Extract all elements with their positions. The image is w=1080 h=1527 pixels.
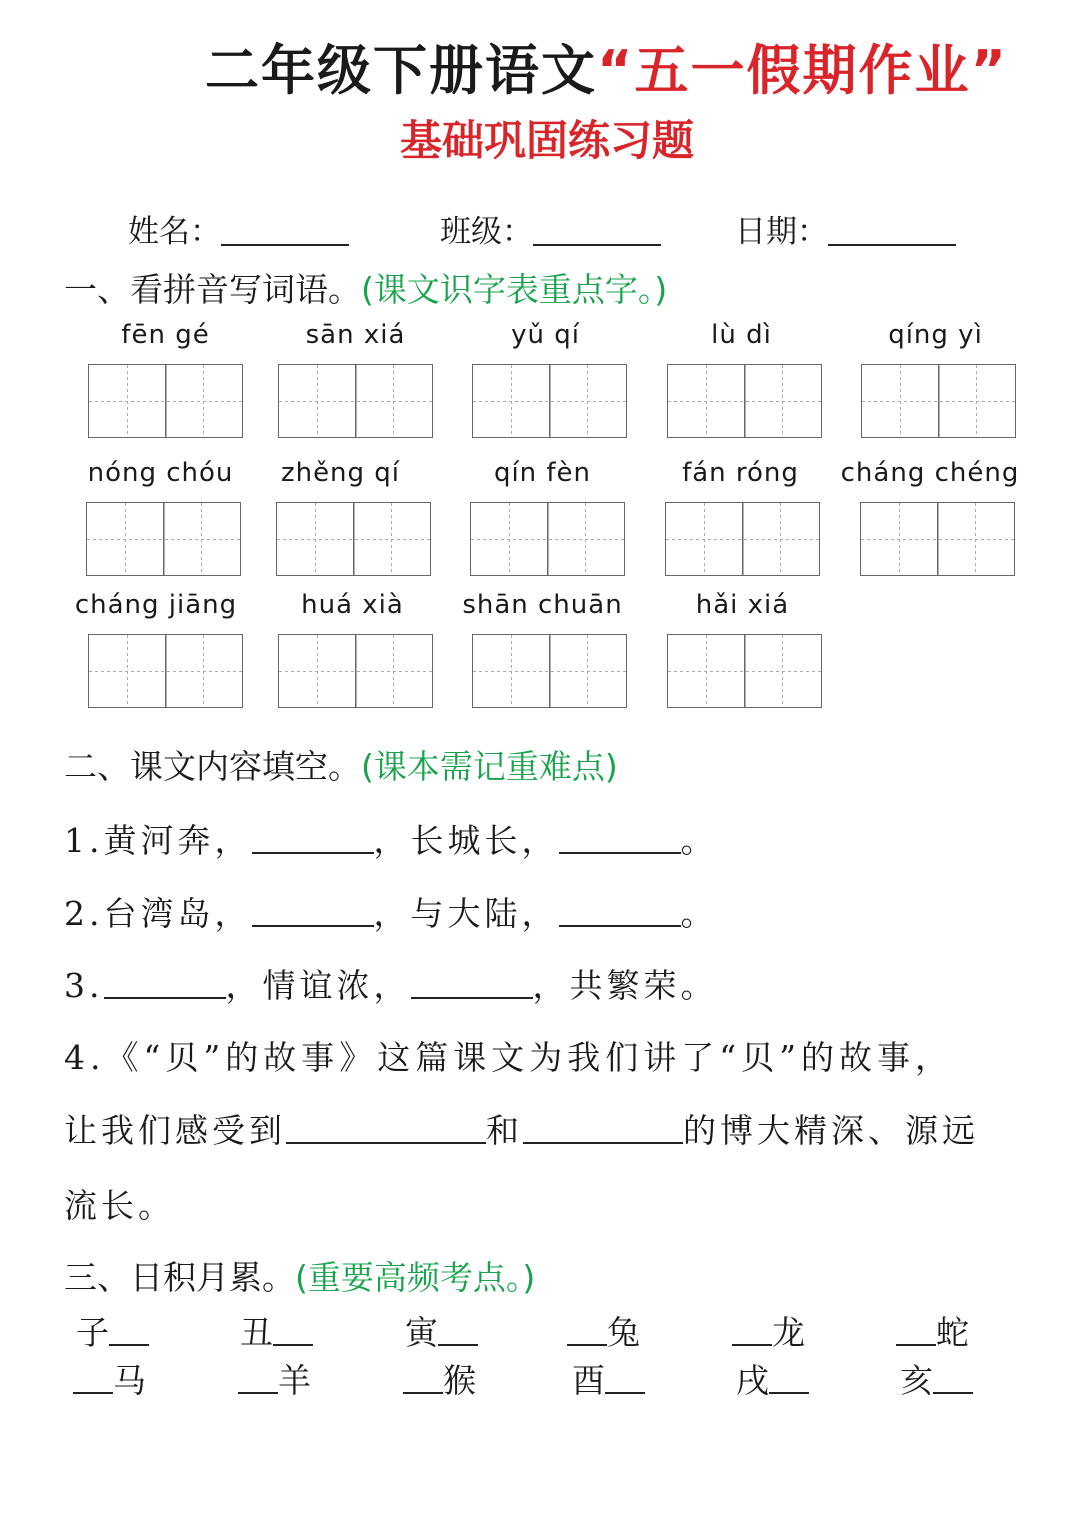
fill-text: 2.台湾岛， [64, 894, 252, 933]
section2-title: 二、课文内容填空。 [64, 747, 361, 786]
zodiac-blank[interactable] [73, 1360, 113, 1394]
pinyin-label: cháng chéng [840, 458, 1020, 488]
writing-grid[interactable] [470, 502, 625, 576]
pinyin-label: shān chuān [462, 590, 623, 620]
zodiac-char: 马 [113, 1361, 146, 1400]
page-subtitle: 基础巩固练习题 [399, 116, 694, 165]
pinyin-label: qíng yì [888, 320, 983, 350]
fill-text: ，共繁荣。 [532, 966, 718, 1005]
writing-grid[interactable] [472, 634, 627, 708]
zodiac-char: 丑 [240, 1313, 273, 1352]
pinyin-label: cháng jiāng [74, 590, 238, 620]
fill-text: 3. [64, 966, 104, 1005]
zodiac-item [572, 1355, 645, 1402]
pinyin-label: lù dì [711, 320, 772, 350]
zodiac-blank[interactable] [769, 1360, 809, 1394]
fill-text: 。 [680, 821, 718, 860]
class-label: 班级： [440, 214, 533, 250]
section1-heading [64, 264, 667, 311]
zodiac-char: 羊 [278, 1361, 311, 1400]
zodiac-item [736, 1355, 809, 1402]
writing-grid[interactable] [88, 634, 243, 708]
name-field[interactable] [128, 206, 349, 251]
zodiac-item [240, 1307, 313, 1354]
fill-line-4: 4.《“贝”的故事》这篇课文为我们讲了“贝”的故事， [64, 1038, 953, 1077]
name-blank[interactable] [221, 216, 349, 246]
title-highlight: “五一假期作业” [597, 39, 1008, 102]
fill-text: ，情谊浓， [225, 966, 411, 1005]
zodiac-item [567, 1307, 640, 1354]
pinyin-label: hǎi xiá [695, 590, 790, 620]
pinyin-label: huá xià [301, 590, 404, 620]
writing-grid[interactable] [276, 502, 431, 576]
zodiac-char: 龙 [772, 1313, 805, 1352]
zodiac-blank[interactable] [403, 1360, 443, 1394]
pinyin-label: zhěng qí [280, 458, 401, 488]
name-label: 姓名： [128, 214, 221, 250]
zodiac-blank[interactable] [109, 1312, 149, 1346]
pinyin-label: nóng chóu [87, 458, 234, 488]
date-field[interactable] [735, 206, 956, 251]
section1-title: 一、看拼音写词语。 [64, 270, 361, 309]
fill-line-6: 流长。 [64, 1186, 175, 1225]
writing-grid[interactable] [667, 634, 822, 708]
writing-grid[interactable] [665, 502, 820, 576]
zodiac-blank[interactable] [605, 1360, 645, 1394]
fill-text: 和 [486, 1111, 523, 1150]
zodiac-char: 酉 [572, 1361, 605, 1400]
fill-text: 1.黄河奔， [64, 821, 252, 860]
fill-blank[interactable] [252, 822, 374, 854]
date-blank[interactable] [828, 216, 956, 246]
fill-text: ，长城长， [373, 821, 559, 860]
zodiac-blank[interactable] [732, 1312, 772, 1346]
fill-line-5 [64, 1105, 979, 1152]
zodiac-char: 猴 [443, 1361, 476, 1400]
pinyin-label: sān xiá [305, 320, 406, 350]
pinyin-label: yǔ qí [511, 320, 580, 350]
zodiac-blank[interactable] [438, 1312, 478, 1346]
section3-note: (重要高频考点。) [295, 1258, 536, 1297]
title-main: 二年级下册语文 [205, 39, 597, 102]
zodiac-item [900, 1355, 973, 1402]
fill-blank[interactable] [252, 895, 374, 927]
zodiac-char: 戌 [736, 1361, 769, 1400]
section3-heading [64, 1252, 535, 1299]
zodiac-item [896, 1307, 969, 1354]
class-blank[interactable] [533, 216, 661, 246]
writing-grid[interactable] [86, 502, 241, 576]
section2-heading [64, 741, 618, 788]
writing-grid[interactable] [860, 502, 1015, 576]
zodiac-blank[interactable] [273, 1312, 313, 1346]
fill-text: ，与大陆， [373, 894, 559, 933]
section1-note: (课文识字表重点字。) [361, 270, 668, 309]
zodiac-char: 亥 [900, 1361, 933, 1400]
section2-note: (课本需记重难点) [361, 747, 618, 786]
fill-line-2 [64, 888, 718, 935]
writing-grid[interactable] [861, 364, 1016, 438]
pinyin-label: fēn gé [121, 320, 210, 350]
writing-grid[interactable] [667, 364, 822, 438]
fill-blank[interactable] [559, 822, 681, 854]
writing-grid[interactable] [278, 364, 433, 438]
zodiac-item [76, 1307, 149, 1354]
fill-blank[interactable] [559, 895, 681, 927]
fill-blank[interactable] [286, 1112, 486, 1144]
fill-blank[interactable] [411, 967, 533, 999]
zodiac-blank[interactable] [933, 1360, 973, 1394]
date-label: 日期： [735, 214, 828, 250]
zodiac-item [732, 1307, 805, 1354]
zodiac-blank[interactable] [567, 1312, 607, 1346]
section3-title: 三、日积月累。 [64, 1258, 295, 1297]
zodiac-item [238, 1355, 311, 1402]
class-field[interactable] [440, 206, 661, 251]
pinyin-label: qín fèn [493, 458, 592, 488]
zodiac-item [73, 1355, 146, 1402]
fill-line-1 [64, 815, 718, 862]
fill-blank[interactable] [523, 1112, 683, 1144]
zodiac-char: 蛇 [936, 1313, 969, 1352]
zodiac-char: 子 [76, 1313, 109, 1352]
zodiac-char: 兔 [607, 1313, 640, 1352]
zodiac-item [403, 1355, 476, 1402]
fill-text: 。 [680, 894, 718, 933]
zodiac-blank[interactable] [238, 1360, 278, 1394]
fill-line-3 [64, 960, 718, 1007]
writing-grid[interactable] [278, 634, 433, 708]
fill-text: 让我们感受到 [64, 1111, 286, 1150]
zodiac-char: 寅 [405, 1313, 438, 1352]
writing-grid[interactable] [88, 364, 243, 438]
zodiac-item [405, 1307, 478, 1354]
fill-text: 的博大精深、源远 [683, 1111, 979, 1150]
page-title [205, 28, 1008, 105]
zodiac-blank[interactable] [896, 1312, 936, 1346]
writing-grid[interactable] [472, 364, 627, 438]
pinyin-label: fán róng [682, 458, 799, 488]
fill-blank[interactable] [104, 967, 226, 999]
